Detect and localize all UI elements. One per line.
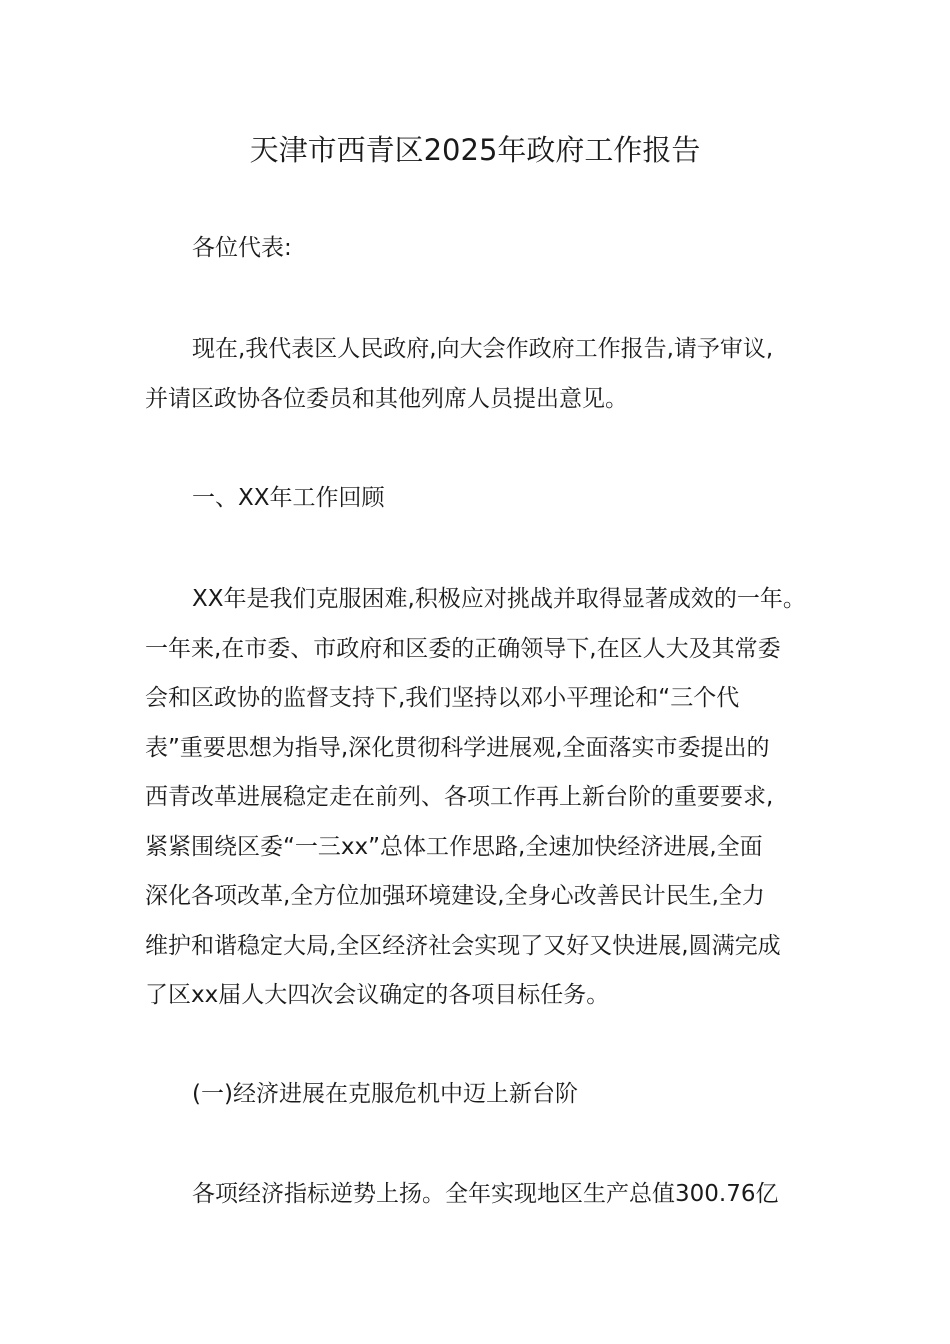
review-line: 了区xx届人大四次会议确定的各项目标任务。 (145, 982, 610, 1008)
economy-line: 各项经济指标逆势上扬。全年实现地区生产总值300.76亿 (192, 1181, 779, 1207)
section-heading-text: 一、XX年工作回顾 (192, 485, 385, 511)
subsection-heading (145, 1070, 815, 1120)
review-line: 西青改革进展稳定走在前列、各项工作再上新台阶的重要要求, (145, 784, 774, 810)
review-paragraph (145, 575, 815, 1021)
intro-line: 现在,我代表区人民政府,向大会作政府工作报告,请予审议, (192, 336, 774, 362)
review-line: 维护和谐稳定大局,全区经济社会实现了又好又快进展,圆满完成 (145, 932, 781, 959)
review-line: 深化各项改革,全方位加强环境建设,全身心改善民计民生,全力 (145, 883, 765, 909)
review-line: 紧紧围绕区委“一三xx”总体工作思路,全速加快经济进展,全面 (145, 833, 763, 860)
salutation (145, 224, 815, 274)
page-title: 天津市西青区2025年政府工作报告 (249, 133, 701, 167)
economy-paragraph (145, 1170, 815, 1220)
salutation-text: 各位代表: (192, 235, 292, 261)
review-line: 表”重要思想为指导,深化贯彻科学进展观,全面落实市委提出的 (145, 734, 770, 761)
review-line: 一年来,在市委、市政府和区委的正确领导下,在区人大及其常委 (145, 635, 781, 662)
review-line: XX年是我们克服困难,积极应对挑战并取得显著成效的一年。 (192, 586, 806, 612)
intro-paragraph (145, 325, 815, 424)
subsection-heading-text: (一)经济进展在克服危机中迈上新台阶 (192, 1081, 578, 1107)
intro-line: 并请区政协各位委员和其他列席人员提出意见。 (145, 385, 628, 412)
review-line: 会和区政协的监督支持下,我们坚持以邓小平理论和“三个代 (145, 685, 740, 711)
section-heading (145, 474, 815, 524)
